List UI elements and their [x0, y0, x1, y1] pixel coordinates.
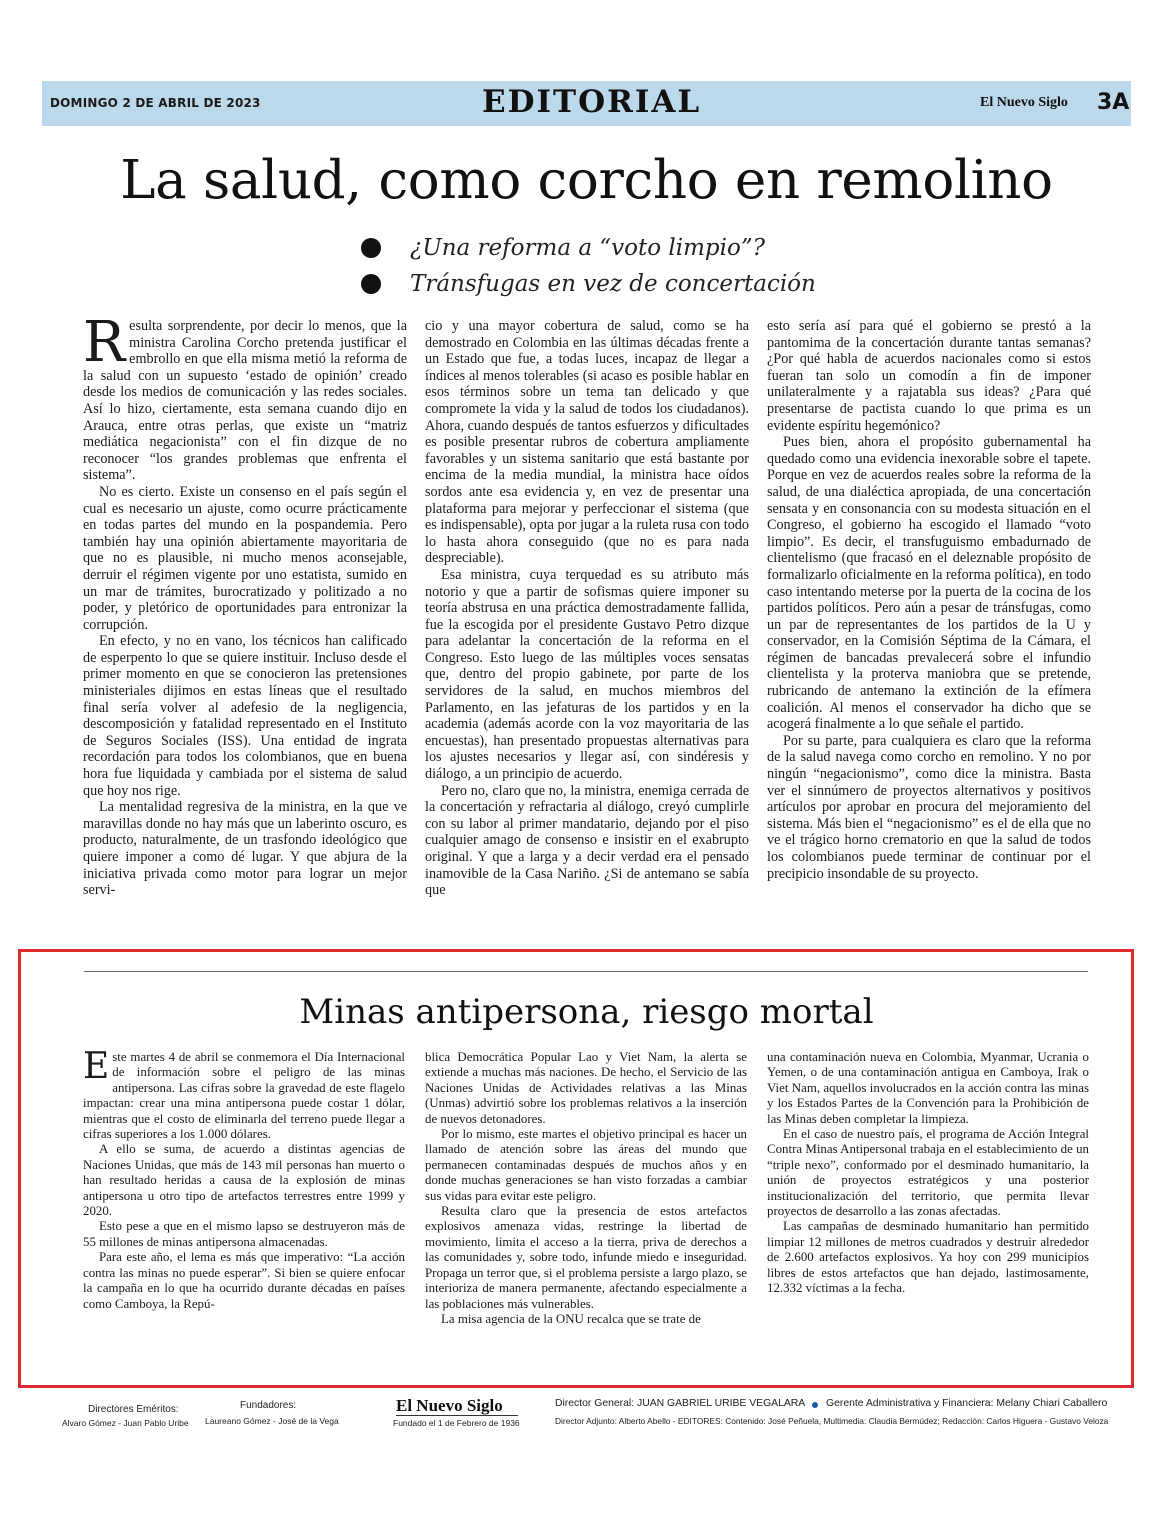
directores-names: Alvaro Gómez - Juan Pablo Uribe [62, 1418, 189, 1428]
article-2-headline: Minas antipersona, riesgo mortal [299, 992, 874, 1032]
article-divider [84, 971, 1088, 972]
subhead-item [358, 232, 816, 268]
bullet-icon [361, 274, 381, 294]
paragraph: No es cierto. Existe un consenso en el país según el cual es necesario un ajuste, como ocurre prácticamente en todas partes del mundo en la pospandemia. Pero también hay una opinión abiertamente mayoritaria de que no es plausible, ni mucho menos aconsejable, derruir el régimen vigente por uno estatista, sumido en un mar de trámites, burocratizado y politizado a no poder, y pletórico de oportunidades para entronizar la corrupción. [83, 483, 407, 633]
separator-dot-icon [812, 1402, 818, 1408]
founded-date: Fundado el 1 de Febrero de 1936 [393, 1418, 520, 1428]
paragraph: Pero no, claro que no, la ministra, enemiga cerrada de la concertación y refractaria al diálogo, creyó cumplirle con su labor al primer mandatario, dejando por el piso cualquier amago de consenso e insistir en el exabrupto original. Y que a larga y a decir verdad era el pensado inamovible de la Casa Nariño. ¿Si de antemano se sabía que [425, 782, 749, 899]
paragraph [83, 1050, 405, 1142]
paragraph-text: esulta sorprendente, por decir lo menos, que la ministra Carolina Corcho pretenda justificar el embrollo en que ella misma metió la reforma de la salud con un supuesto ‘estado de opinión’ creado desde los medios de comunicación y las redes sociales. Así lo hizo, ciertamente, esta semana cuando dijo en Arauca, entre otras perlas, que existe un “matriz mediática negacionista” con el fin dizque de no reconocer “los grandes problemas que enfrenta el sistema”. [83, 318, 407, 484]
page-number: 3A [1097, 90, 1130, 115]
paragraph: Pues bien, ahora el propósito gubernamental ha quedado como una evidencia inexorable sobre el tapete. Porque en vez de acuerdos reales sobre la reforma de la salud, de una dialéctica apropiada, de una concertación sensata y en consonancia con su modesta situación en el Congreso, el gobierno ha escogido el llamado “voto limpio”. Es decir, el transfuguismo embadurnado de clientelismo (que fracasó en el deleznable propósito de formalizarlo oficialmente en la reforma política), en todo caso intentando meterse por la puerta de la cocina de los partidos políticos. Pero aún a pesar de tránsfugas, como un par de representantes de los partidos de la U y conservador, en la Comisión Séptima de la Cámara, el régimen de bancadas prevalecerá sobre el infundio clientelista y la proterva maniobra que se pretende, rubricando de antemano la extinción de la efímera coalición. Al menos el conservador ha dicho que se acogerá finalmente a lo que señale el partido. [767, 434, 1091, 733]
paragraph: Las campañas de desminado humanitario han permitido limpiar 12 millones de metros cuadrados y destruir alrededor de 2.600 artefactos explosivos. Ya hoy con 299 municipios libres de estos artefactos que han dejado, lastimosamente, 12.332 víctimas a la fecha. [767, 1219, 1089, 1296]
drop-cap: R [83, 318, 126, 375]
paragraph: blica Democrática Popular Lao y Viet Nam, la alerta se extiende a muchas más naciones. De hecho, el Servicio de las Naciones Unidas de Actividades relativas a las Minas (Unmas) advirtió sobre los problemas relativos a la inserción de nuevos detonadores. [425, 1050, 747, 1126]
article-2-column-1 [83, 1050, 405, 1366]
paragraph: En efecto, y no en vano, los técnicos han calificado de esperpento lo que se quiere instituir. Incluso desde el primer momento en que se conocieron las pretensiones ministeriales dijimos en estas líneas que el resultado final sería volver al adefesio de la negligencia, descomposición y fatalidad representado en el Instituto de Seguros Sociales (ISS). Una entidad de ingrata recordación para todos los colombianos, que en buena hora fue liquidada y cambiada por el sistema de salud que hoy nos rige. [83, 633, 407, 799]
subhead-item [358, 268, 816, 304]
header-date: DOMINGO 2 DE ABRIL DE 2023 [50, 96, 261, 110]
article-2-column-2 [425, 1050, 747, 1366]
directores-label: Directores Eméritos: [88, 1404, 179, 1415]
fundadores-label: Fundadores: [240, 1400, 297, 1411]
paragraph: La misa agencia de la ONU recalca que se trate de [441, 1311, 701, 1326]
paragraph: una contaminación nueva en Colombia, Myanmar, Ucrania o Yemen, o de una contaminación antigua en Camboya, Irak o Viet Nam, aquellos involucrados en la acción contra las minas y los Estados Partes de la Convención para la Prohibición de las Minas deben completar la limpieza. [767, 1050, 1089, 1126]
paragraph: Por su parte, para cualquiera es claro que la reforma de la salud navega como corcho en remolino. Y no por ningún “negacionismo”, como dice la ministra. Basta ver el sinnúmero de proyectos alternativos y positivos artículos por aprobar en procura del mejoramiento del sistema. Más bien el “negacionismo” es el de ella que no ve el trágico horno crematorio en que la salud de todos los colombianos puede terminar de continuar por el precipicio insondable de su proyecto. [767, 732, 1091, 882]
paragraph: Para este año, el lema es más que imperativo: “La acción contra las minas no puede esperar”. Si bien se quiere enfocar la campaña en lo que ha ocurrido durante décadas en países como Camboya, la Repú- [83, 1250, 405, 1311]
paragraph: esto sería así para qué el gobierno se prestó a la pantomima de la concertación durante tantas semanas? ¿Por qué habla de acuerdos nacionales como si estos fueran tan solo un comodín a fin de imponer unilateralmente y a rajatabla sus ideas? ¿Para qué presentarse de pactista cuando lo que prima es un evidente espíritu hegemónico? [767, 318, 1091, 434]
subhead-text: ¿Una reforma a “voto limpio”? [410, 235, 765, 261]
logo-underline [396, 1415, 518, 1416]
director-general: Director General: JUAN GABRIEL URIBE VEGALARA [555, 1398, 806, 1409]
paragraph: A ello se suma, de acuerdo a distintas agencias de Naciones Unidas, que más de 143 mil personas han muerto o han resultado heridas a causa de la explosión de minas antipersona u otro tipo de artefactos terrestres entre 1999 y 2020. [83, 1142, 405, 1219]
article-1-column-3 [767, 318, 1091, 946]
fundadores-names: Laureano Gómez - José de la Vega [205, 1416, 339, 1426]
masthead-footer [0, 1396, 1173, 1436]
article-1-subheads [358, 232, 816, 304]
article-2-column-3 [767, 1050, 1089, 1366]
section-title: EDITORIAL [482, 84, 702, 120]
paragraph: cio y una mayor cobertura de salud, como se ha demostrado en Colombia en las últimas décadas frente a un Estado que fue, a todas luces, incapaz de llegar a índices al menos tolerables (si acaso es posible hablar en esos términos sobre un tema tan delicado y que compromete la vida y la salud de todos los ciudadanos). Ahora, cuando después de tantos esfuerzos y dificultades es posible presentar rubros de cobertura ampliamente favorables y un sistema sanitario que está bastante por encima de la media mundial, la ministra hace oídos sordos ante esa evidencia y, en vez de presentar una plataforma para mejorar y perfeccionar el sistema (que es indispensable), opta por jugar a la ruleta rusa con todo lo hasta ahora conseguido (que no es para nada despreciable). [425, 318, 749, 567]
article-1-column-2 [425, 318, 749, 946]
director-adjunto: Director Adjunto: Alberto Abello - EDITORES: Contenido: José Peñuela, Multimedia: Claudia Bermúdez; Redacción: Carlos Higuera - Gustavo Veloza [555, 1416, 1109, 1426]
article-1-column-1 [83, 318, 407, 946]
paragraph: La mentalidad regresiva de la ministra, en la que ve maravillas donde no hay más que un laberinto oscuro, es producto, naturalmente, de un trasfondo ideológico que quiere imponer a como dé lugar. Y que abjura de la iniciativa privada como motor para lograr un mejor servi- [83, 799, 407, 899]
article-1-headline: La salud, como corcho en remolino [120, 150, 1053, 211]
paragraph-text: ste martes 4 de abril se conmemora el Día Internacional de información sobre el peligro de las minas antipersona. Las cifras sobre la gravedad de este flagelo impactan: crear una mina antipersona puede costar 1 dólar, mientras que el costo de eliminarla del terreno puede llegar a cifras superiores a los 1.000 dólares. [83, 1050, 405, 1142]
gerente: Gerente Administrativa y Financiera: Melany Chiari Caballero [826, 1398, 1108, 1409]
newspaper-logo: El Nuevo Siglo [980, 95, 1068, 110]
subhead-text: Tránsfugas en vez de concertación [410, 271, 816, 297]
bullet-icon [361, 238, 381, 258]
paragraph: Esto pese a que en el mismo lapso se destruyeron más de 55 millones de minas antipersona almacenadas. [83, 1219, 405, 1249]
paragraph: Por lo mismo, este martes el objetivo principal es hacer un llamado de atención sobre las áreas del mundo que permanecen contaminadas después de muchos años y en donde muchas generaciones se han visto forzadas a cambiar sus vidas para evitar este peligro. [425, 1127, 747, 1203]
paragraph: Esa ministra, cuya terquedad es su atributo más notorio y que a partir de sofismas quiere imponer su teoría abstrusa en una práctica demostradamente fallida, fue la escogida por el presidente Gustavo Petro dizque para adelantar la concertación de la reforma en el Congreso. Esto luego de las múltiples voces sensatas que, dentro del propio gabinete, por parte de los servidores de la salud, en muchos miembros del Parlamento, en las jefaturas de los partidos y en la academia (además acorde con la voz mayoritaria de las encuestas), han presentado propuestas alternativas para los ajustes necesarios y llegar así, con sindéresis y diálogo, a un principio de acuerdo. [425, 566, 749, 783]
paragraph: Resulta claro que la presencia de estos artefactos explosivos amenaza vidas, restringe la libertad de movimiento, limita el acceso a la tierra, priva de derechos a las comunidades y, sobre todo, infunde miedo e inseguridad. Propaga un terror que, si el problema persiste a largo plazo, se interioriza de manera permanente, afectando especialmente a las poblaciones más vulnerables. [425, 1204, 747, 1311]
paragraph: En el caso de nuestro país, el programa de Acción Integral Contra Minas Antipersonal trabaja en el establecimiento de un “triple nexo”, conformado por el desminado humanitario, la unión de proyectos estratégicos y una posterior institucionalización del territorio, que permita llevar proyectos de desarrollo a las zonas afectadas. [767, 1127, 1089, 1219]
drop-cap: E [83, 1050, 110, 1087]
footer-logo: El Nuevo Siglo [396, 1396, 503, 1415]
paragraph [83, 318, 407, 484]
header-bar [42, 81, 1131, 126]
